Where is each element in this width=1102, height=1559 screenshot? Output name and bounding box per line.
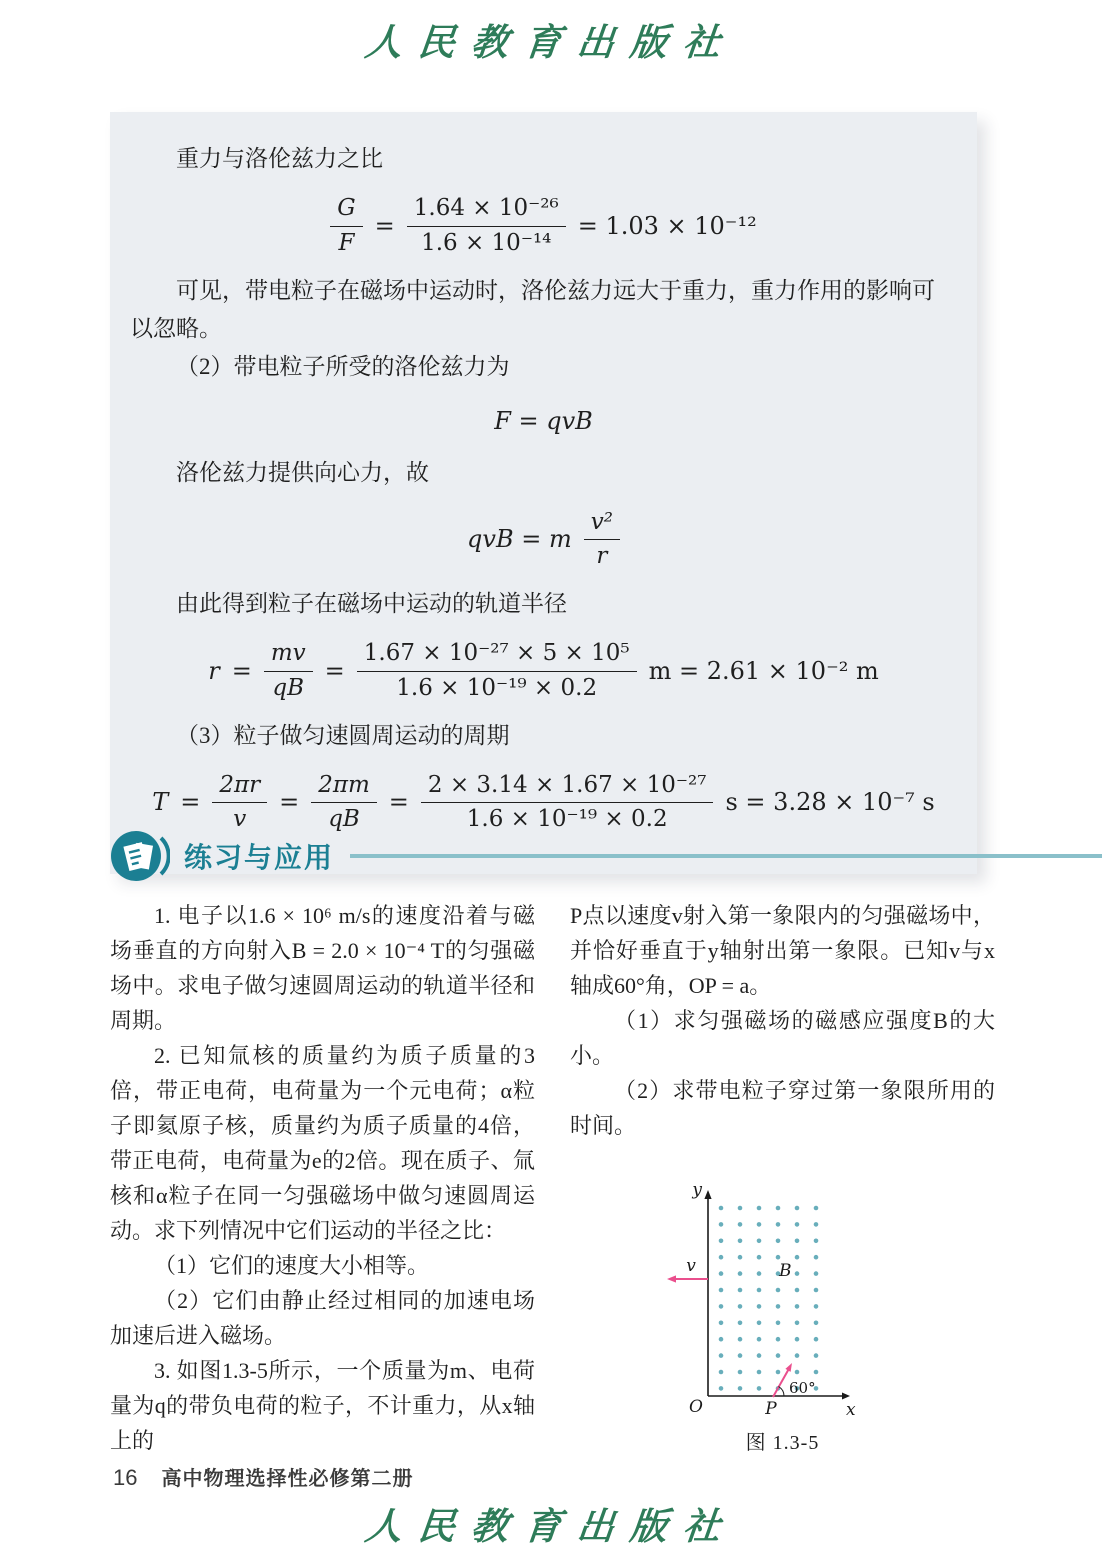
- ratio-intro-text: 重力与洛伦兹力之比: [176, 146, 383, 171]
- problem-3-sub-1: （1）求匀强磁场的磁感应强度B的大小。: [570, 1008, 995, 1068]
- field-dot: [737, 1386, 742, 1391]
- field-dot: [794, 1337, 799, 1342]
- field-dot: [718, 1304, 723, 1309]
- frac-radius-values: $\frac{\text{1.67 × 10⁻²⁷ × 5 × 10⁵}}{\text{1.6 × 10⁻¹⁹ × 0.2}}$: [357, 639, 637, 703]
- field-dot: [794, 1288, 799, 1293]
- figure-caption: 图 1.3-5: [745, 1432, 820, 1454]
- ratio-result: = 1.03 × 10⁻¹²: [577, 211, 757, 240]
- right-column: [570, 898, 995, 1461]
- field-dot: [813, 1353, 818, 1358]
- field-dot: [737, 1353, 742, 1358]
- equals-sign: =: [279, 788, 300, 817]
- formula-lorentz-force: F = qvB: [494, 406, 593, 435]
- field-dot: [813, 1321, 818, 1326]
- field-dot: [813, 1370, 818, 1375]
- field-dot: [756, 1255, 761, 1260]
- point-p-label: P: [764, 1399, 777, 1418]
- velocity-entry-arrowhead: [785, 1363, 792, 1372]
- equals-sign: =: [231, 656, 252, 685]
- field-dot: [756, 1370, 761, 1375]
- x-axis-label: x: [845, 1400, 856, 1418]
- velocity-exit-arrowhead: [667, 1275, 676, 1282]
- field-dots: [718, 1206, 818, 1391]
- velocity-label: v: [685, 1256, 696, 1276]
- field-dot: [718, 1271, 723, 1276]
- page-footer: [113, 1462, 413, 1491]
- problem-3-continued: P点以速度v射入第一象限内的匀强磁场中，并恰好垂直于y轴射出第一象限。已知v与x轴成60°角，OP = a。: [570, 903, 995, 998]
- field-b-label: B: [778, 1261, 791, 1281]
- field-dot: [718, 1337, 723, 1342]
- publisher-logo-bottom: 人民教育出版社: [362, 1504, 739, 1548]
- field-dot: [756, 1271, 761, 1276]
- formula-radius: r = $\frac{mv}{qB}$ = $\frac{\text{1.67 × 10⁻²⁷ × 5 × 10⁵}}{\text{1.6 × 10⁻¹⁹ × 0.2}}$ m = 2.61 × 10⁻² m: [208, 640, 879, 701]
- field-dot: [718, 1222, 723, 1227]
- worked-example-box: [110, 112, 977, 874]
- field-dot: [737, 1288, 742, 1293]
- header-rule: [350, 854, 1102, 858]
- field-dot: [737, 1304, 742, 1309]
- field-dot: [718, 1353, 723, 1358]
- equals-sign: =: [324, 656, 345, 685]
- field-dot: [775, 1337, 780, 1342]
- field-dot: [737, 1370, 742, 1375]
- field-dot: [756, 1239, 761, 1244]
- field-dot: [756, 1206, 761, 1211]
- origin-label: O: [688, 1397, 703, 1417]
- left-column: [110, 898, 535, 1461]
- frac-2pir-v: $\frac{2\pi r}{v}$: [212, 771, 267, 835]
- problem-3-sub-2: （2）求带电粒子穿过第一象限所用的时间。: [570, 1078, 995, 1138]
- field-dot: [794, 1255, 799, 1260]
- field-dot: [737, 1222, 742, 1227]
- field-dot: [813, 1222, 818, 1227]
- field-dot: [737, 1206, 742, 1211]
- field-dot: [813, 1206, 818, 1211]
- problem-2-sub-1: （1）它们的速度大小相等。: [154, 1253, 430, 1278]
- publisher-logo-top: 人民教育出版社: [362, 20, 739, 64]
- field-dot: [813, 1288, 818, 1293]
- field-dot: [756, 1288, 761, 1293]
- practice-section-header: [110, 828, 1102, 884]
- frac-v2-r: $\frac{\text{v²}}{r}$: [584, 508, 620, 572]
- field-dot: [794, 1370, 799, 1375]
- field-dot: [775, 1255, 780, 1260]
- field-dot: [813, 1271, 818, 1276]
- field-dot: [775, 1353, 780, 1358]
- problems-area: [110, 898, 995, 1461]
- field-dot: [775, 1370, 780, 1375]
- field-dot: [794, 1271, 799, 1276]
- field-dot: [775, 1304, 780, 1309]
- field-dot: [813, 1239, 818, 1244]
- equals-sign: =: [374, 211, 395, 240]
- y-axis-arrowhead: [704, 1190, 711, 1199]
- radius-result: m = 2.61 × 10⁻² m: [648, 656, 879, 685]
- field-dot: [718, 1255, 723, 1260]
- equals-sign: =: [388, 788, 409, 817]
- page-number: 16: [113, 1465, 138, 1490]
- field-dot: [718, 1370, 723, 1375]
- field-dot: [775, 1288, 780, 1293]
- field-dot: [775, 1239, 780, 1244]
- x-axis-arrowhead: [842, 1393, 850, 1400]
- field-dot: [794, 1304, 799, 1309]
- field-dot: [813, 1337, 818, 1342]
- field-dot: [756, 1353, 761, 1358]
- period-result: s = 3.28 × 10⁻⁷ s: [725, 788, 935, 817]
- field-dot: [718, 1386, 723, 1391]
- book-title: 高中物理选择性必修第二册: [161, 1468, 414, 1490]
- field-dot: [718, 1239, 723, 1244]
- formula-gravity-lorentz-ratio: [130, 194, 957, 258]
- field-dot: [813, 1304, 818, 1309]
- part3-heading: （3）粒子做匀速圆周运动的周期: [176, 722, 510, 748]
- part2-heading: （2）带电粒子所受的洛伦兹力为: [176, 353, 510, 379]
- problem-2-sub-2: （2）它们由静止经过相同的加速电场加速后进入磁场。: [110, 1288, 535, 1348]
- practice-title: 练习与应用: [184, 842, 335, 873]
- formula-centripetal: qvB = m $\frac{\text{v²}}{r}$: [130, 508, 957, 572]
- field-dot: [718, 1206, 723, 1211]
- field-dot: [775, 1222, 780, 1227]
- field-dot: [794, 1321, 799, 1326]
- field-dot: [756, 1337, 761, 1342]
- field-dot: [756, 1321, 761, 1326]
- figure-1-3-5: [658, 1181, 908, 1461]
- frac-period-values: $\frac{\text{2 × 3.14 × 1.67 × 10⁻²⁷}}{\text{1.6 × 10⁻¹⁹ × 0.2}}$: [421, 771, 714, 835]
- field-dot: [775, 1206, 780, 1211]
- field-dot: [718, 1288, 723, 1293]
- frac-2pim-qB: $\frac{2\pi m}{qB}$: [311, 771, 377, 835]
- field-dot: [756, 1386, 761, 1391]
- centripetal-text: 洛伦兹力提供向心力，故: [176, 459, 429, 485]
- field-dot: [794, 1353, 799, 1358]
- problem-2: 2. 已知氚核的质量约为质子质量的3倍，带正电荷，电荷量为一个元电荷；α粒子即氦原子核，质量约为质子质量的4倍，带正电荷，电荷量为e的2倍。现在质子、氚核和α粒子在同一匀强磁场中做匀速圆周运动。求下列情况中它们运动的半径之比：: [110, 1043, 535, 1243]
- velocity-entry-arrow: [773, 1370, 789, 1398]
- radius-intro-text: 由此得到粒子在磁场中运动的轨道半径: [176, 591, 567, 616]
- field-dot: [794, 1239, 799, 1244]
- field-dot: [756, 1304, 761, 1309]
- field-dot: [737, 1337, 742, 1342]
- field-dot: [775, 1321, 780, 1326]
- frac-G-F: $\frac{G}{F}$: [330, 194, 362, 258]
- field-dot: [737, 1321, 742, 1326]
- field-dot: [813, 1255, 818, 1260]
- field-dot: [737, 1255, 742, 1260]
- equals-sign: =: [180, 788, 201, 817]
- field-dot: [737, 1239, 742, 1244]
- conclusion-text: 可见，带电粒子在磁场中运动时，洛伦兹力远大于重力，重力作用的影响可以忽略。: [130, 277, 935, 341]
- practice-notes-icon: [110, 828, 170, 884]
- field-dot: [718, 1321, 723, 1326]
- y-axis-label: y: [691, 1181, 702, 1200]
- problem-1: 1. 电子以1.6 × 10⁶ m/s的速度沿着与磁场垂直的方向射入B = 2.0 × 10⁻⁴ T的匀强磁场中。求电子做匀速圆周运动的轨道半径和周期。: [110, 903, 535, 1033]
- problem-3: 3. 如图1.3-5所示，一个质量为m、电荷量为q的带负电荷的粒子，不计重力，从x轴上的: [110, 1358, 535, 1453]
- frac-ratio-values: $\frac{\text{1.64 × 10⁻²⁶}}{\text{1.6 × 10⁻¹⁴}}$: [407, 194, 566, 258]
- angle-label: 60°: [788, 1379, 816, 1397]
- frac-mv-qB: $\frac{mv}{qB}$: [264, 639, 313, 703]
- formula-period: T = $\frac{2\pi r}{v}$ = $\frac{2\pi m}{qB}$ = $\frac{\text{2 × 3.14 × 1.67 × 10⁻²⁷}}{\text{1.6 × 10⁻¹⁹ × 0.2}}$ s = 3.28 × 10⁻⁷ s: [152, 771, 935, 833]
- field-dot: [794, 1222, 799, 1227]
- magnetic-field-diagram: [658, 1181, 908, 1418]
- field-dot: [756, 1222, 761, 1227]
- field-dot: [737, 1271, 742, 1276]
- field-dot: [794, 1206, 799, 1211]
